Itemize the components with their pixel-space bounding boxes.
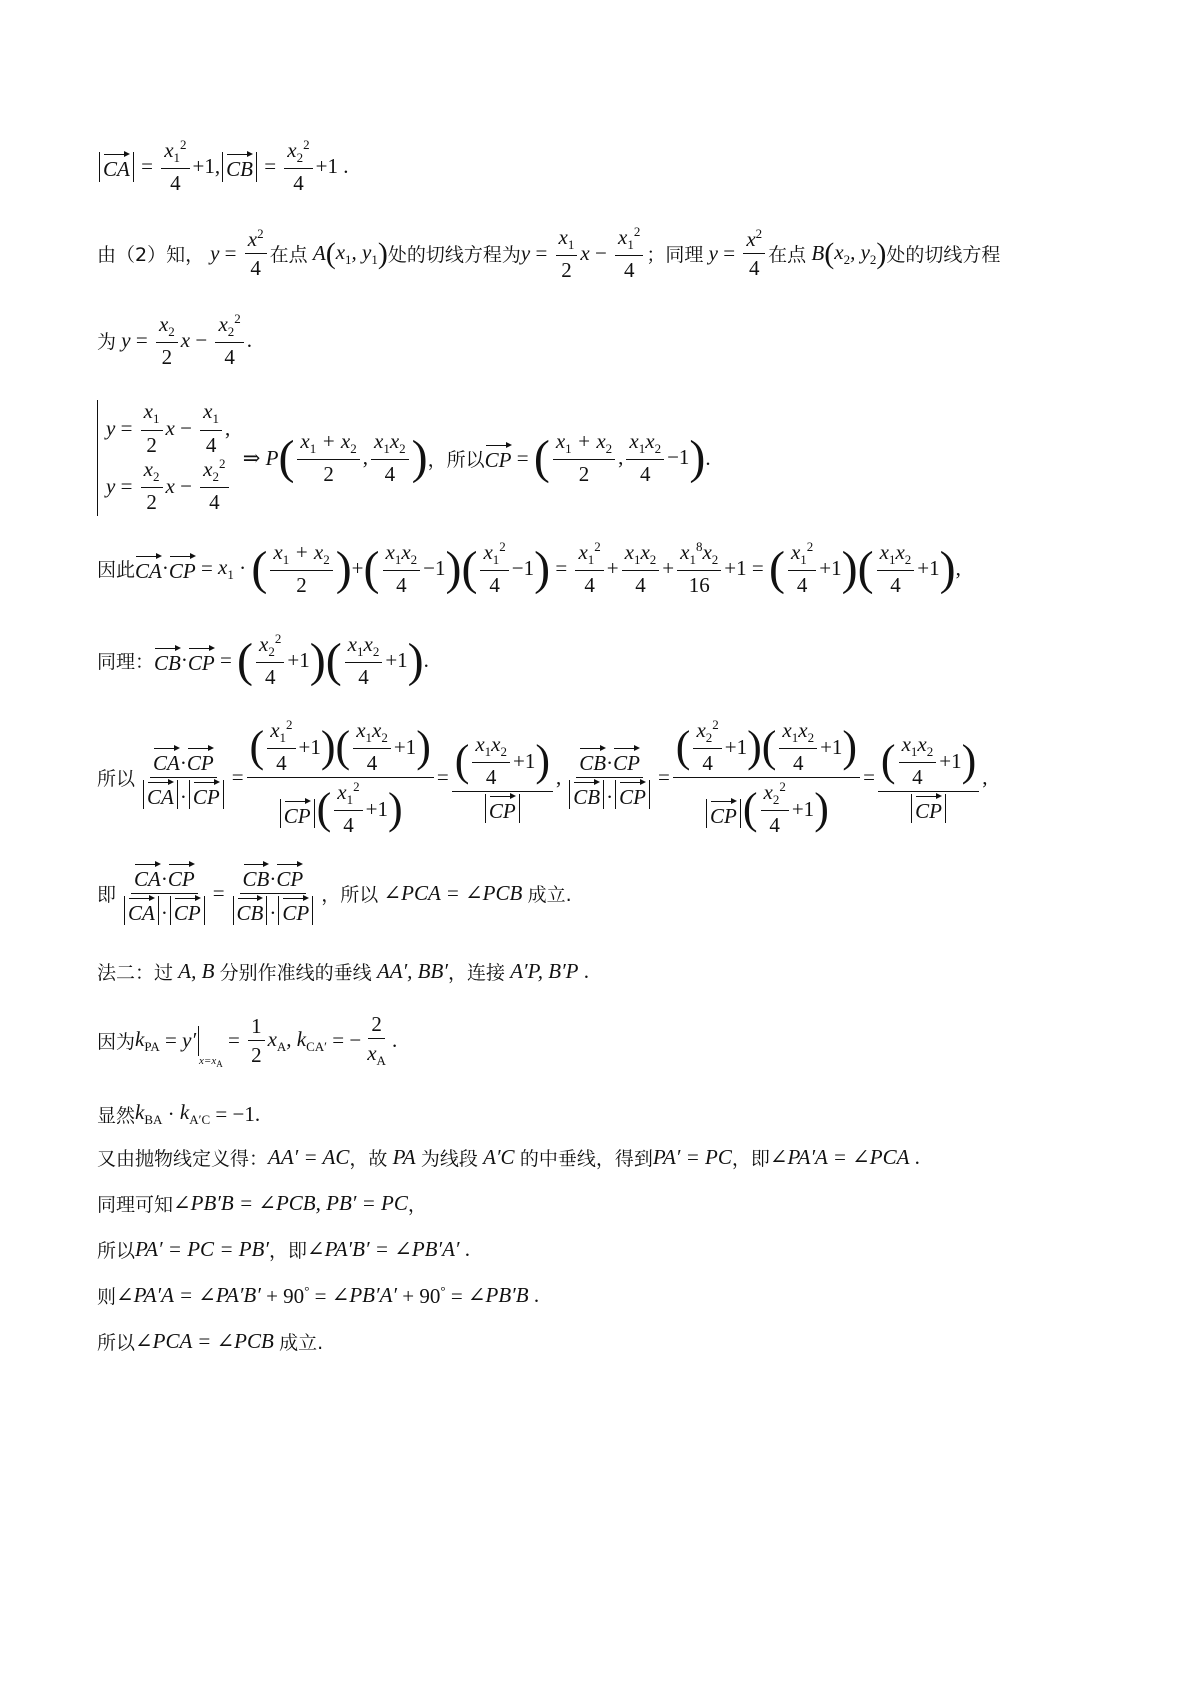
text-ji: 即 bbox=[97, 884, 117, 907]
line-tangent-b: 为 y = $\frac{x_2}{2}$ x − $\frac{x_2^2}{4}$ . bbox=[97, 311, 253, 370]
text-tangent-eq-2: 处的切线方程 bbox=[886, 244, 1001, 267]
text-tongli-kezhi: 同理可知 bbox=[97, 1194, 174, 1216]
text-yinci: 因此 bbox=[97, 559, 136, 582]
line-system: y = $x_1$ 2 x − $x_1$ 4 , y = $x_2$ 2 x − $x_2^2$ 4 ⇒ P ( $x_1 + x_2$ 2 , $x_1x_2$ 4 ) ， 所以 CP = ( $x_1 + x_2$ 2 , $x_1x_2$ 4 −1 ) . bbox=[97, 400, 711, 516]
text-tangent-eq: 处的切线方程为 bbox=[387, 244, 521, 267]
line-angle-chain: 则 ∠PA′A = ∠PA′B′ + 90° = ∠PB′A′ + 90° = ∠PB′B . bbox=[97, 1282, 540, 1308]
text-you-you: 又由抛物线定义得： bbox=[97, 1148, 269, 1170]
line-method-two: 法二：过 A, B 分别作准线的垂线 AA′, BB′ ，连接 A′P, B′P . bbox=[97, 959, 589, 984]
text-suoyi2: 所以 bbox=[97, 1240, 136, 1262]
line-ratio: 所以 $\frac{CA\cdot CP}{CA \cdot CP}$ = ( $x_1^2$ 4 +1 ) ( $x_1x_2$ 4 +1 ) CP ( $x_1^2$ 4 +1 ) = ( $x_1x_2$ 4 +1 ) CP , $\frac{CB\cdot CP}{CB \cdot CP}$ = ( $x_2^2$ 4 +1 ) ( $x_1x_2$ 4 +1 ) CP ( $x_2^2$ 4 +1 ) = ( $x_1x_2$ 4 +1 ) CP , bbox=[97, 717, 988, 838]
text-fa-er: 法二：过 bbox=[97, 962, 174, 984]
text-zai-dian: 在点 bbox=[269, 244, 308, 267]
text-suoyi: 所以 bbox=[97, 768, 136, 791]
text-you-er-zhi: 由（2）知， bbox=[97, 244, 205, 267]
text-wei: 为 bbox=[97, 331, 117, 354]
text-chengli2: 成立. bbox=[279, 1332, 324, 1354]
text-lianjie: ，连接 bbox=[447, 962, 505, 984]
text-zai-dian-2: 在点 bbox=[768, 244, 807, 267]
line-perp: 显然 $k_{BA}$ · $k_{A'C}$ = −1. bbox=[97, 1100, 261, 1128]
text-chengli: 成立. bbox=[527, 884, 572, 907]
line-abs-ca-cb: CA = $\frac{x_1^2}{4}$ +1, CB = $\frac{x_2^2}{4}$ +1 . bbox=[97, 138, 348, 195]
line-conclusion-2: 所以 ∠PCA = ∠PCB 成立. bbox=[97, 1329, 324, 1354]
text-tongli: 同理 bbox=[665, 244, 704, 267]
text-ji-comma-2: ，即 bbox=[268, 1240, 307, 1262]
text-gu: ，故 bbox=[349, 1148, 388, 1170]
text-ji-comma: ，即 bbox=[731, 1148, 770, 1170]
line-conclusion-1: 即 $\frac{CA\cdot CP}{CA \cdot CP}$ = $\frac{CB\cdot CP}{CB \cdot CP}$ ， 所以 ∠PCA = ∠PCB 成立. bbox=[97, 862, 572, 925]
text-ze: 则 bbox=[97, 1286, 117, 1308]
line-cb-dot-cp: 同理： CB · CP = ( $x_2^2$ 4 +1 ) ( $x_1x_2$ 4 +1 ) . bbox=[97, 631, 429, 690]
text-fenbie: 分别作准线的垂线 bbox=[219, 962, 372, 984]
text-yinwei: 因为 bbox=[97, 1031, 136, 1054]
line-similarly: 同理可知 ∠PB′B = ∠PCB, PB′ = PC ， bbox=[97, 1191, 427, 1216]
text-tongli-colon: 同理： bbox=[97, 651, 155, 674]
text-suoyi-angle: 所以 bbox=[340, 884, 379, 907]
text-wei-xianduan: 为线段 bbox=[420, 1148, 478, 1170]
line-equal-lengths: 所以 PA′ = PC = PB′ ，即 ∠PA′B′ = ∠PB′A′ . bbox=[97, 1237, 470, 1262]
text-suoyi3: 所以 bbox=[97, 1332, 136, 1354]
line-definition: 又由抛物线定义得： AA′ = AC ，故 PA 为线段 A′C 的中垂线，得到 PA′ = PC ，即 ∠PA′A = ∠PCA . bbox=[97, 1145, 920, 1170]
line-slopes: 因为 $k_{PA}$ = y′ $_{x=x_A}$ = $\frac{1}{2}$ $x_A$, $k_{CA'}$ = − $\frac{2}{x_A}$ . bbox=[97, 1012, 398, 1070]
line-tangent-intro: 由（2）知， y = $\frac{x^2}{4}$ 在点 A ( $x_1$, $y_1$ ) 处的切线方程为 y = $\frac{x_1}{2}$ x − $\frac{x_1^2}{4}$ ； 同理 y = $\frac{x^2}{4}$ 在点 B ( $x_2$, $y_2$ ) 处的切线方程 bbox=[97, 224, 1001, 283]
text-xianran: 显然 bbox=[97, 1104, 136, 1127]
line-ca-dot-cp: 因此 CA · CP = $x_1$ · ( $x_1 + x_2$ 2 ) + ( $x_1x_2$ 4 −1 ) ( $x_1^2$ 4 −1 ) = $\frac{x_1^2}{4}$ + $\frac{x_1x_2}{4}$ + $\frac{x_1^8x_2}{16}$ +1 = ( $x_1^2$ 4 +1 ) ( $x_1x_2$ 4 +1 ) , bbox=[97, 539, 961, 598]
text-suoyi-cp: 所以 bbox=[446, 448, 485, 471]
text-zhongchuixian: 的中垂线，得到 bbox=[519, 1148, 653, 1170]
